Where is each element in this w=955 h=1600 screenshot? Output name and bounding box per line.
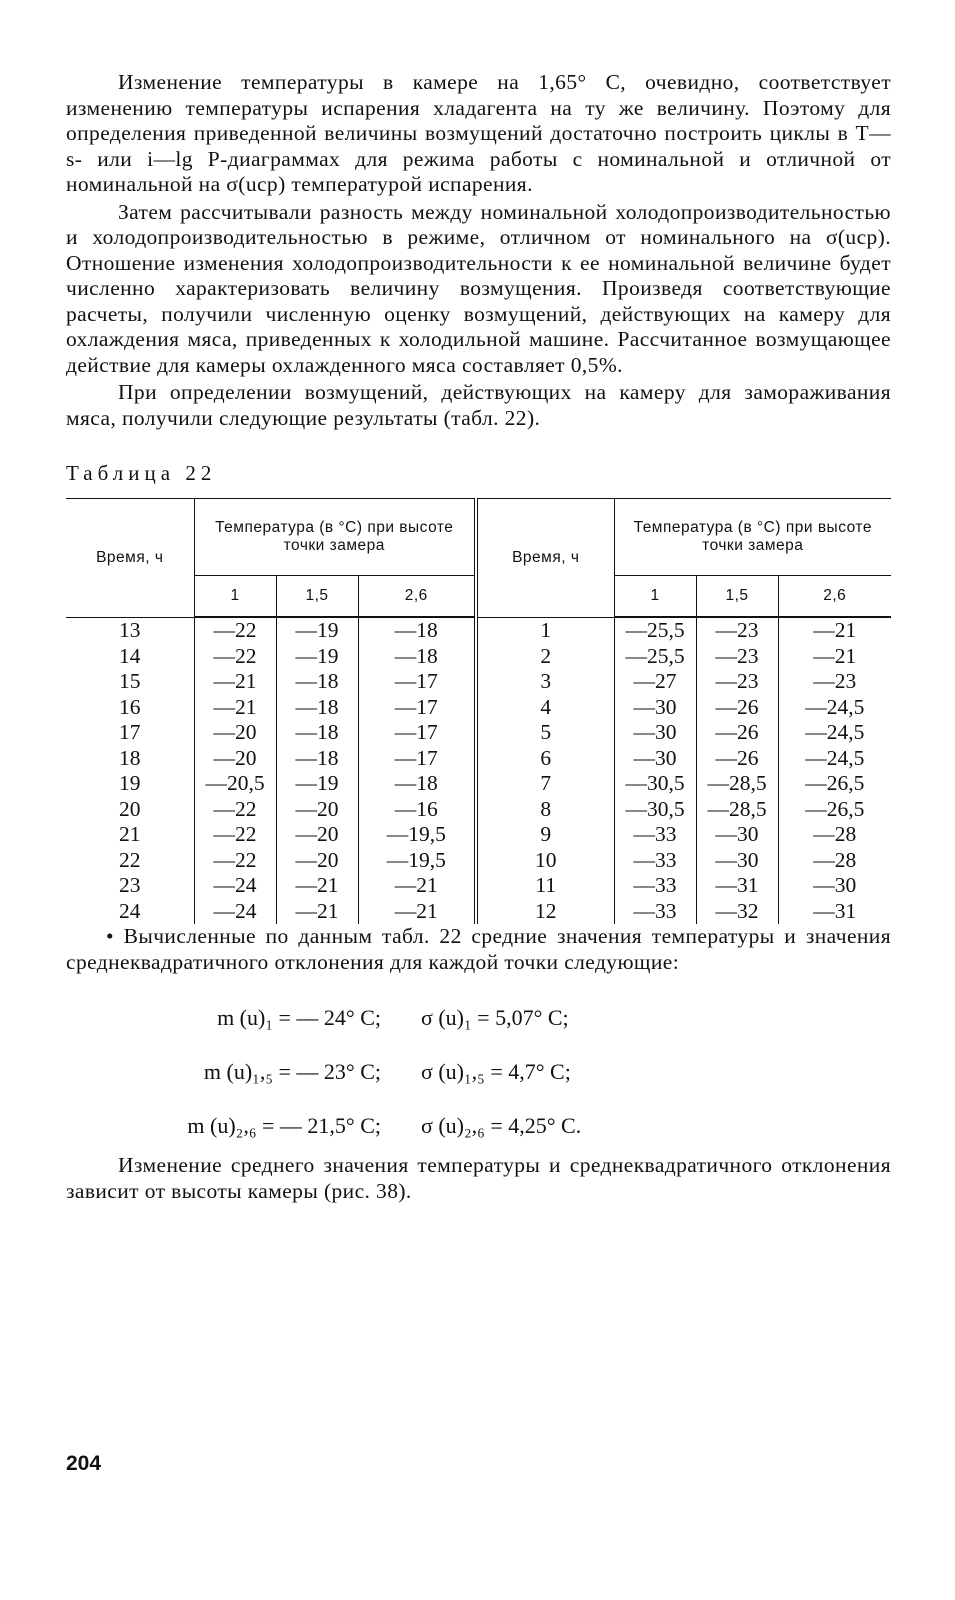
temperature-cell: —18 <box>276 746 358 772</box>
temperature-cell: —17 <box>358 669 476 695</box>
temperature-cell: —27 <box>614 669 696 695</box>
height-header: 1,5 <box>696 576 778 617</box>
temperature-cell: —21 <box>358 899 476 925</box>
note-paragraph: • Вычисленные по данным табл. 22 средние значения температуры и значения среднеквадратичного отклонения для каждой точки следующие: <box>66 924 891 974</box>
page-content <box>66 70 891 1204</box>
time-cell: 21 <box>119 822 141 846</box>
temperature-cell: —17 <box>358 746 476 772</box>
temperature-cell: —20 <box>276 822 358 848</box>
temperature-cell: —23 <box>778 669 891 695</box>
height-header: 1 <box>614 576 696 617</box>
mean-formula: m (u)₁ = — 24° С; <box>217 1005 381 1030</box>
temperature-cell: —22 <box>194 848 276 874</box>
time-cell: 2 <box>476 644 614 670</box>
table-caption: Таблица 22 <box>66 461 217 485</box>
formula-row <box>66 1045 891 1099</box>
time-cell: 19 <box>119 771 141 795</box>
temperature-cell: —19 <box>276 771 358 797</box>
time-cell: 11 <box>476 873 614 899</box>
temperature-cell: —19,5 <box>358 848 476 874</box>
formulas-block <box>66 991 891 1153</box>
paragraph-2: Затем рассчитывали разность между номинальной холодопроизводительностью и холодопроизводительностью в режиме, отличном от номинального на σ(uср). Отношение изменения холодопроизводительности к ее номинальной величине будет численно характеризовать величину возмущения. Произведя соответствующие расчеты, получили численную оценку возмущений, действующих на камеру для охлаждения мяса, приведенных к холодильной машине. Рассчитанное возмущающее действие для камеры охлажденного мяса составляет 0,5%. <box>66 199 891 377</box>
temperature-cell: —24,5 <box>778 720 891 746</box>
time-header-left: Время, ч <box>66 499 194 617</box>
time-cell: 5 <box>476 720 614 746</box>
temperature-cell: —21 <box>194 695 276 721</box>
temperature-cell: —18 <box>358 771 476 797</box>
table-row <box>66 618 891 644</box>
table-row <box>66 669 891 695</box>
temp-header-left: Температура (в °С) при высоте точки замера <box>194 499 476 576</box>
table-row <box>66 899 891 925</box>
formula-row <box>66 1099 891 1153</box>
time-cell: 8 <box>476 797 614 823</box>
temperature-cell: —26 <box>696 695 778 721</box>
table-row <box>66 695 891 721</box>
time-cell: 9 <box>476 822 614 848</box>
temperature-cell: —31 <box>778 899 891 925</box>
temperature-cell: —30 <box>778 873 891 899</box>
temperature-cell: —22 <box>194 797 276 823</box>
temperature-cell: —17 <box>358 695 476 721</box>
temperature-cell: —26,5 <box>778 797 891 823</box>
temperature-cell: —20,5 <box>194 771 276 797</box>
table-row <box>66 644 891 670</box>
temperature-cell: —23 <box>696 618 778 644</box>
temperature-cell: —30,5 <box>614 771 696 797</box>
time-cell: 12 <box>476 899 614 925</box>
temperature-cell: —24 <box>194 899 276 925</box>
temperature-cell: —33 <box>614 899 696 925</box>
time-cell: 7 <box>476 771 614 797</box>
temperature-cell: —18 <box>276 695 358 721</box>
sigma-formula: σ (u)₁,₅ = 4,7° С; <box>421 1059 571 1084</box>
time-cell: 22 <box>119 847 141 872</box>
paragraph-3: При определении возмущений, действующих на камеру для замораживания мяса, получили следующие результаты (табл. 22). <box>66 380 891 430</box>
temperature-cell: —22 <box>194 618 276 644</box>
temperature-cell: —28,5 <box>696 771 778 797</box>
time-cell: 18 <box>119 745 141 770</box>
temperature-cell: —24 <box>194 873 276 899</box>
temperature-cell: —24,5 <box>778 746 891 772</box>
temperature-cell: —19,5 <box>358 822 476 848</box>
temperature-cell: —26 <box>696 746 778 772</box>
temperature-cell: —30 <box>696 848 778 874</box>
temperature-cell: —33 <box>614 848 696 874</box>
page-number: 204 <box>66 1452 102 1475</box>
time-cell: 10 <box>476 848 614 874</box>
table-row <box>66 771 891 797</box>
temperature-cell: —20 <box>194 720 276 746</box>
time-cell: 23 <box>119 873 141 897</box>
temperature-cell: —18 <box>276 720 358 746</box>
time-cell: 14 <box>119 643 141 668</box>
mean-formula: m (u)₂,₆ = — 21,5° С; <box>187 1113 381 1138</box>
temperature-cell: —33 <box>614 822 696 848</box>
closing-paragraph: Изменение среднего значения температуры и среднеквадратичного отклонения зависит от высоты камеры (рис. 38). <box>66 1153 891 1203</box>
temperature-cell: —33 <box>614 873 696 899</box>
time-cell: 4 <box>476 695 614 721</box>
mean-formula: m (u)₁,₅ = — 23° С; <box>203 1059 381 1084</box>
temperature-cell: —25,5 <box>614 618 696 644</box>
temperature-cell: —30,5 <box>614 797 696 823</box>
temperature-cell: —31 <box>696 873 778 899</box>
temperature-cell: —21 <box>778 644 891 670</box>
temperature-cell: —30 <box>614 746 696 772</box>
temperature-cell: —22 <box>194 644 276 670</box>
time-cell: 13 <box>119 618 141 642</box>
sigma-formula: σ (u)₂,₆ = 4,25° С. <box>421 1113 582 1138</box>
temperature-cell: —21 <box>276 899 358 925</box>
temperature-cell: —28 <box>778 848 891 874</box>
temperature-cell: —23 <box>696 669 778 695</box>
temperature-cell: —19 <box>276 644 358 670</box>
temperature-cell: —20 <box>276 797 358 823</box>
height-header: 2,6 <box>358 576 476 617</box>
temperature-cell: —26,5 <box>778 771 891 797</box>
temperature-cell: —18 <box>358 618 476 644</box>
temperature-cell: —21 <box>778 618 891 644</box>
time-cell: 15 <box>119 669 141 693</box>
formula-row <box>66 991 891 1045</box>
table-body <box>66 618 891 925</box>
temperature-cell: —28,5 <box>696 797 778 823</box>
temperature-table <box>66 498 891 924</box>
table-row <box>66 746 891 772</box>
height-header: 2,6 <box>778 576 891 617</box>
sigma-formula: σ (u)₁ = 5,07° С; <box>421 1005 569 1030</box>
height-header: 1,5 <box>276 576 358 617</box>
temperature-cell: —22 <box>194 822 276 848</box>
time-cell: 16 <box>119 694 141 719</box>
table-row <box>66 822 891 848</box>
temperature-cell: —23 <box>696 644 778 670</box>
time-cell: 17 <box>119 720 141 744</box>
time-cell: 24 <box>119 898 141 923</box>
temperature-cell: —30 <box>614 720 696 746</box>
temperature-cell: —21 <box>358 873 476 899</box>
temperature-cell: —32 <box>696 899 778 925</box>
temp-header-right: Температура (в °С) при высоте точки замера <box>614 499 891 576</box>
table-row <box>66 873 891 899</box>
temperature-cell: —20 <box>194 746 276 772</box>
temperature-cell: —19 <box>276 618 358 644</box>
temperature-cell: —21 <box>276 873 358 899</box>
temperature-cell: —30 <box>696 822 778 848</box>
time-header-right: Время, ч <box>476 499 614 617</box>
temperature-cell: —25,5 <box>614 644 696 670</box>
temperature-cell: —21 <box>194 669 276 695</box>
time-cell: 3 <box>476 669 614 695</box>
temperature-cell: —16 <box>358 797 476 823</box>
table-row <box>66 797 891 823</box>
paragraph-1: Изменение температуры в камере на 1,65° С, очевидно, соответствует изменению температуры испарения хладагента на ту же величину. Поэтому для определения приведенной величины возмущений достаточно построить циклы в T—s- или i—lg P-диаграммах для режима работы с номинальной и отличной от номинальной на σ(uср) температурой испарения. <box>66 70 891 196</box>
temperature-cell: —30 <box>614 695 696 721</box>
temperature-cell: —24,5 <box>778 695 891 721</box>
temperature-cell: —26 <box>696 720 778 746</box>
table-row <box>66 720 891 746</box>
time-cell: 20 <box>119 796 141 821</box>
table-row <box>66 848 891 874</box>
temperature-cell: —18 <box>276 669 358 695</box>
time-cell: 6 <box>476 746 614 772</box>
temperature-cell: —20 <box>276 848 358 874</box>
time-cell: 1 <box>476 618 614 644</box>
temperature-cell: —28 <box>778 822 891 848</box>
temperature-cell: —18 <box>358 644 476 670</box>
height-header: 1 <box>194 576 276 617</box>
temperature-cell: —17 <box>358 720 476 746</box>
